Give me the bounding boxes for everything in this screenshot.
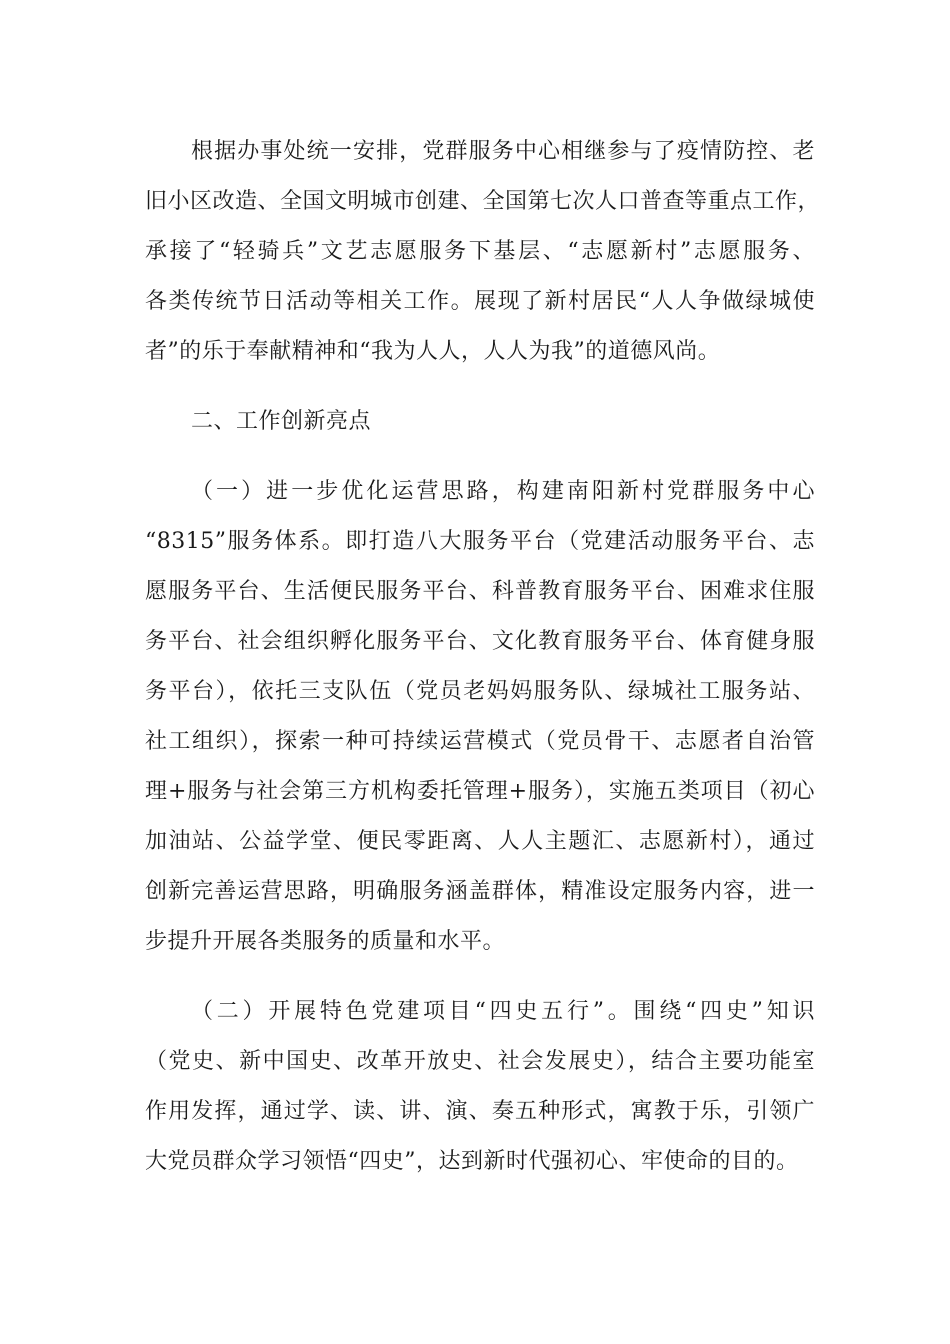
paragraph-2-line-6: 社工组织），探索一种可持续运营模式（党员骨干、志愿者自治管 — [145, 729, 815, 754]
paragraph-3-line-1: （二）开展特色党建项目“四史五行”。围绕“四史”知识 — [191, 999, 815, 1024]
paragraph-1-line-4: 各类传统节日活动等相关工作。展现了新村居民“人人争做绿城使 — [145, 289, 815, 314]
paragraph-1-line-3: 承接了“轻骑兵”文艺志愿服务下基层、“志愿新村”志愿服务、 — [145, 239, 815, 264]
paragraph-1-line-1: 根据办事处统一安排，党群服务中心相继参与了疫情防控、老 — [191, 139, 815, 164]
paragraph-1-line-5: 者”的乐于奉献精神和“我为人人，人人为我”的道德风尚。 — [145, 339, 721, 364]
paragraph-2-line-8: 加油站、公益学堂、便民零距离、人人主题汇、志愿新村），通过 — [145, 829, 815, 854]
section-heading: 二、工作创新亮点 — [191, 409, 372, 434]
paragraph-2-line-2: “8315”服务体系。即打造八大服务平台（党建活动服务平台、志 — [145, 529, 815, 554]
paragraph-2-line-3: 愿服务平台、生活便民服务平台、科普教育服务平台、困难求住服 — [145, 579, 815, 604]
paragraph-2-line-10: 步提升开展各类服务的质量和水平。 — [145, 929, 506, 954]
paragraph-2-line-1: （一）进一步优化运营思路，构建南阳新村党群服务中心 — [191, 479, 815, 504]
paragraph-1-line-2: 旧小区改造、全国文明城市创建、全国第七次人口普查等重点工作， — [145, 189, 821, 214]
paragraph-2-line-5: 务平台），依托三支队伍（党员老妈妈服务队、绿城社工服务站、 — [145, 679, 815, 704]
paragraph-3-line-2: （党史、新中国史、改革开放史、社会发展史），结合主要功能室 — [145, 1049, 815, 1074]
paragraph-3-line-4: 大党员群众学习领悟“四史”，达到新时代强初心、牢使命的目的。 — [145, 1149, 799, 1174]
paragraph-2-line-4: 务平台、社会组织孵化服务平台、文化教育服务平台、体育健身服 — [145, 629, 815, 654]
paragraph-3-line-3: 作用发挥，通过学、读、讲、演、奏五种形式，寓教于乐，引领广 — [145, 1099, 815, 1124]
paragraph-2-line-7: 理+服务与社会第三方机构委托管理+服务），实施五类项目（初心 — [145, 779, 815, 804]
paragraph-2-line-9: 创新完善运营思路，明确服务涵盖群体，精准设定服务内容，进一 — [145, 879, 815, 904]
